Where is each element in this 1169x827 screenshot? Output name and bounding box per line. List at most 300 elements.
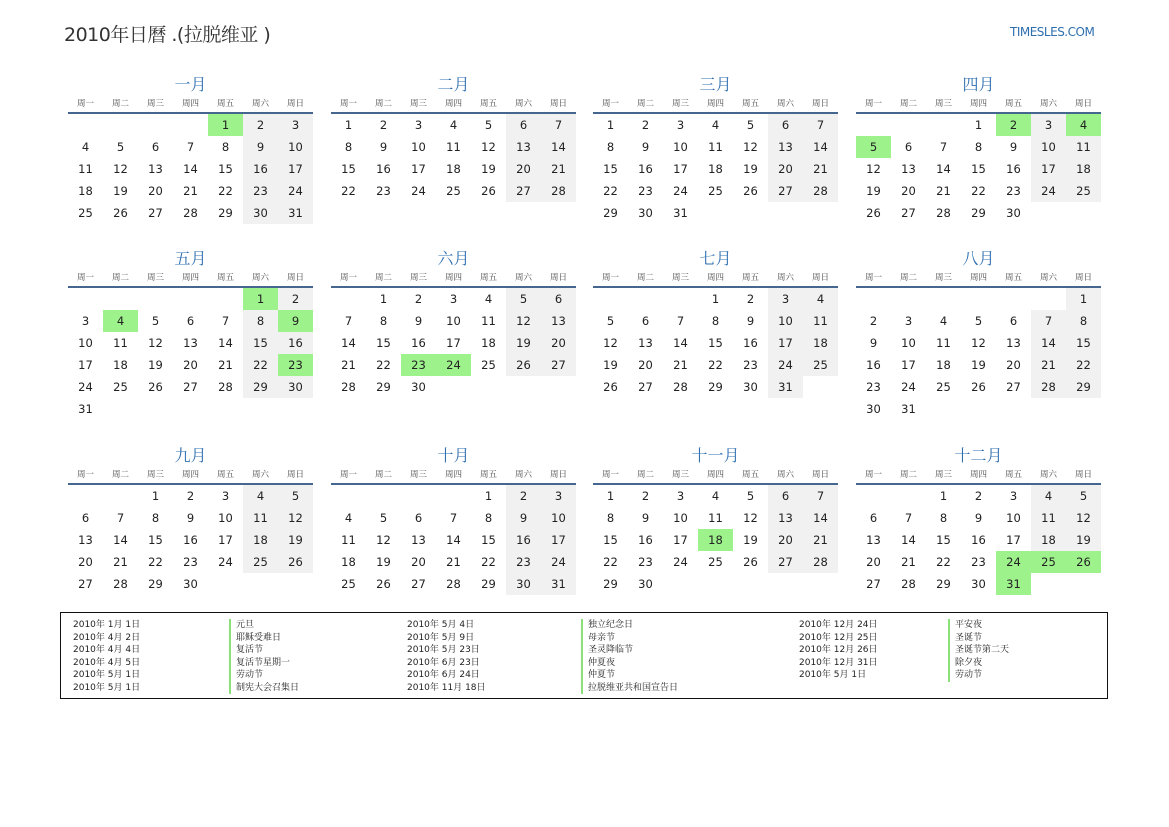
day-cell[interactable]: 20 [541,332,576,354]
day-cell[interactable]: 10 [673,140,688,154]
day-cell[interactable]: 18 [243,529,278,551]
day-cell[interactable]: 16 [971,533,986,547]
day-cell[interactable]: 17 [278,158,313,180]
day-cell[interactable]: 12 [866,162,881,176]
day-cell[interactable]: 15 [243,332,278,354]
day-cell[interactable]: 7 [541,114,576,136]
day-cell[interactable]: 8 [151,511,160,525]
day-cell[interactable]: 3 [676,489,685,503]
day-cell[interactable]: 24 [673,555,688,569]
day-cell[interactable]: 15 [376,336,391,350]
day-cell[interactable]: 12 [481,140,496,154]
day-cell[interactable]: 29 [148,577,163,591]
day-cell[interactable]: 28 [218,380,233,394]
day-cell[interactable]: 3 [676,118,685,132]
day-cell[interactable]: 30 [866,402,881,416]
day-cell[interactable]: 1 [939,489,948,503]
day-cell[interactable]: 14 [218,336,233,350]
day-cell[interactable]: 27 [183,380,198,394]
day-cell[interactable]: 13 [148,162,163,176]
day-cell[interactable]: 30 [743,380,758,394]
day-cell[interactable]: 19 [743,162,758,176]
day-cell[interactable]: 15 [971,162,986,176]
day-cell[interactable]: 4 [1066,114,1101,136]
day-cell[interactable]: 28 [1031,376,1066,398]
day-cell[interactable]: 19 [113,184,128,198]
day-cell[interactable]: 20 [411,555,426,569]
day-cell[interactable]: 11 [78,162,93,176]
day-cell[interactable]: 26 [743,184,758,198]
day-cell[interactable]: 23 [971,555,986,569]
day-cell[interactable]: 28 [113,577,128,591]
day-cell[interactable]: 20 [506,158,541,180]
day-cell[interactable]: 4 [711,489,720,503]
day-cell[interactable]: 11 [113,336,128,350]
day-cell[interactable]: 13 [768,136,803,158]
day-cell[interactable]: 17 [673,533,688,547]
day-cell[interactable]: 20 [638,358,653,372]
day-cell[interactable]: 4 [243,485,278,507]
day-cell[interactable]: 28 [541,180,576,202]
day-cell[interactable]: 4 [344,511,353,525]
day-cell[interactable]: 3 [904,314,913,328]
day-cell[interactable]: 7 [1031,310,1066,332]
day-cell[interactable]: 26 [603,380,618,394]
day-cell[interactable]: 15 [603,162,618,176]
day-cell[interactable]: 19 [506,332,541,354]
day-cell[interactable]: 29 [218,206,233,220]
day-cell[interactable]: 28 [901,577,916,591]
day-cell[interactable]: 31 [78,402,93,416]
day-cell[interactable]: 27 [866,577,881,591]
day-cell[interactable]: 26 [866,206,881,220]
day-cell[interactable]: 5 [746,118,755,132]
day-cell[interactable]: 3 [1009,489,1018,503]
day-cell[interactable]: 21 [218,358,233,372]
day-cell[interactable]: 13 [866,533,881,547]
day-cell[interactable]: 24 [411,184,426,198]
day-cell[interactable]: 8 [711,314,720,328]
day-cell[interactable]: 17 [446,336,461,350]
day-cell[interactable]: 24 [278,180,313,202]
day-cell[interactable]: 31 [278,202,313,224]
day-cell[interactable]: 14 [113,533,128,547]
day-cell[interactable]: 4 [103,310,138,332]
day-cell[interactable]: 12 [113,162,128,176]
day-cell[interactable]: 8 [974,140,983,154]
day-cell[interactable]: 6 [1009,314,1018,328]
day-cell[interactable]: 20 [78,555,93,569]
day-cell[interactable]: 28 [341,380,356,394]
day-cell[interactable]: 25 [243,551,278,573]
day-cell[interactable]: 24 [768,354,803,376]
day-cell[interactable]: 24 [901,380,916,394]
day-cell[interactable]: 1 [379,292,388,306]
day-cell[interactable]: 12 [1066,507,1101,529]
day-cell[interactable]: 23 [506,551,541,573]
day-cell[interactable]: 27 [1006,380,1021,394]
day-cell[interactable]: 24 [1031,180,1066,202]
day-cell[interactable]: 11 [243,507,278,529]
day-cell[interactable]: 16 [1006,162,1021,176]
day-cell[interactable]: 27 [148,206,163,220]
day-cell[interactable]: 23 [638,184,653,198]
day-cell[interactable]: 9 [506,507,541,529]
day-cell[interactable]: 25 [1031,551,1066,573]
day-cell[interactable]: 30 [1006,206,1021,220]
day-cell[interactable]: 23 [183,555,198,569]
day-cell[interactable]: 1 [974,118,983,132]
day-cell[interactable]: 7 [344,314,353,328]
day-cell[interactable]: 5 [606,314,615,328]
day-cell[interactable]: 11 [708,511,723,525]
day-cell[interactable]: 1 [711,292,720,306]
day-cell[interactable]: 17 [673,162,688,176]
day-cell[interactable]: 22 [341,184,356,198]
day-cell[interactable]: 15 [708,336,723,350]
day-cell[interactable]: 26 [148,380,163,394]
day-cell[interactable]: 31 [996,573,1031,595]
day-cell[interactable]: 4 [449,118,458,132]
day-cell[interactable]: 19 [481,162,496,176]
day-cell[interactable]: 3 [449,292,458,306]
day-cell[interactable]: 7 [116,511,125,525]
day-cell[interactable]: 21 [803,158,838,180]
day-cell[interactable]: 3 [414,118,423,132]
day-cell[interactable]: 4 [81,140,90,154]
day-cell[interactable]: 12 [506,310,541,332]
day-cell[interactable]: 2 [974,489,983,503]
day-cell[interactable]: 3 [221,489,230,503]
day-cell[interactable]: 30 [411,380,426,394]
day-cell[interactable]: 10 [411,140,426,154]
day-cell[interactable]: 14 [901,533,916,547]
day-cell[interactable]: 24 [218,555,233,569]
day-cell[interactable]: 15 [341,162,356,176]
day-cell[interactable]: 22 [971,184,986,198]
day-cell[interactable]: 28 [673,380,688,394]
day-cell[interactable]: 8 [221,140,230,154]
day-cell[interactable]: 15 [481,533,496,547]
day-cell[interactable]: 8 [606,511,615,525]
day-cell[interactable]: 30 [278,376,313,398]
day-cell[interactable]: 16 [638,533,653,547]
day-cell[interactable]: 21 [673,358,688,372]
day-cell[interactable]: 8 [344,140,353,154]
day-cell[interactable]: 23 [278,354,313,376]
day-cell[interactable]: 30 [506,573,541,595]
day-cell[interactable]: 8 [606,140,615,154]
day-cell[interactable]: 15 [148,533,163,547]
day-cell[interactable]: 21 [446,555,461,569]
day-cell[interactable]: 5 [484,118,493,132]
day-cell[interactable]: 31 [673,206,688,220]
day-cell[interactable]: 28 [446,577,461,591]
day-cell[interactable]: 26 [113,206,128,220]
day-cell[interactable]: 5 [278,485,313,507]
day-cell[interactable]: 22 [148,555,163,569]
day-cell[interactable]: 2 [243,114,278,136]
day-cell[interactable]: 3 [541,485,576,507]
day-cell[interactable]: 8 [484,511,493,525]
day-cell[interactable]: 19 [278,529,313,551]
day-cell[interactable]: 8 [1066,310,1101,332]
day-cell[interactable]: 26 [1066,551,1101,573]
day-cell[interactable]: 14 [803,507,838,529]
day-cell[interactable]: 31 [768,376,803,398]
day-cell[interactable]: 14 [803,136,838,158]
day-cell[interactable]: 28 [183,206,198,220]
day-cell[interactable]: 6 [186,314,195,328]
day-cell[interactable]: 13 [1006,336,1021,350]
day-cell[interactable]: 28 [803,180,838,202]
day-cell[interactable]: 11 [708,140,723,154]
day-cell[interactable]: 5 [116,140,125,154]
day-cell[interactable]: 26 [481,184,496,198]
day-cell[interactable]: 9 [746,314,755,328]
day-cell[interactable]: 20 [768,529,803,551]
day-cell[interactable]: 25 [481,358,496,372]
day-cell[interactable]: 25 [78,206,93,220]
day-cell[interactable]: 6 [541,288,576,310]
day-cell[interactable]: 10 [446,314,461,328]
day-cell[interactable]: 28 [803,551,838,573]
day-cell[interactable]: 11 [446,140,461,154]
day-cell[interactable]: 5 [746,489,755,503]
day-cell[interactable]: 18 [341,555,356,569]
day-cell[interactable]: 15 [936,533,951,547]
day-cell[interactable]: 1 [151,489,160,503]
day-cell[interactable]: 11 [803,310,838,332]
day-cell[interactable]: 19 [376,555,391,569]
day-cell[interactable]: 2 [996,114,1031,136]
day-cell[interactable]: 26 [506,354,541,376]
day-cell[interactable]: 2 [869,314,878,328]
day-cell[interactable]: 22 [481,555,496,569]
day-cell[interactable]: 18 [481,336,496,350]
day-cell[interactable]: 13 [541,310,576,332]
day-cell[interactable]: 8 [243,310,278,332]
day-cell[interactable]: 23 [743,358,758,372]
day-cell[interactable]: 2 [414,292,423,306]
day-cell[interactable]: 21 [341,358,356,372]
day-cell[interactable]: 20 [183,358,198,372]
day-cell[interactable]: 22 [1066,354,1101,376]
day-cell[interactable]: 6 [641,314,650,328]
day-cell[interactable]: 5 [974,314,983,328]
day-cell[interactable]: 3 [81,314,90,328]
day-cell[interactable]: 9 [641,511,650,525]
day-cell[interactable]: 4 [803,288,838,310]
day-cell[interactable]: 23 [376,184,391,198]
day-cell[interactable]: 14 [1031,332,1066,354]
day-cell[interactable]: 6 [768,114,803,136]
day-cell[interactable]: 23 [638,555,653,569]
day-cell[interactable]: 13 [638,336,653,350]
day-cell[interactable]: 27 [638,380,653,394]
day-cell[interactable]: 25 [936,380,951,394]
day-cell[interactable]: 4 [711,118,720,132]
day-cell[interactable]: 1 [208,114,243,136]
day-cell[interactable]: 25 [113,380,128,394]
day-cell[interactable]: 25 [708,555,723,569]
day-cell[interactable]: 27 [506,180,541,202]
day-cell[interactable]: 6 [768,485,803,507]
day-cell[interactable]: 4 [1031,485,1066,507]
day-cell[interactable]: 23 [401,354,436,376]
day-cell[interactable]: 10 [768,310,803,332]
day-cell[interactable]: 23 [243,180,278,202]
day-cell[interactable]: 10 [78,336,93,350]
day-cell[interactable]: 21 [901,555,916,569]
day-cell[interactable]: 21 [183,184,198,198]
day-cell[interactable]: 6 [81,511,90,525]
day-cell[interactable]: 3 [768,288,803,310]
day-cell[interactable]: 22 [708,358,723,372]
day-cell[interactable]: 17 [1031,158,1066,180]
day-cell[interactable]: 30 [971,577,986,591]
day-cell[interactable]: 10 [218,511,233,525]
day-cell[interactable]: 9 [379,140,388,154]
day-cell[interactable]: 16 [638,162,653,176]
day-cell[interactable]: 24 [996,551,1031,573]
day-cell[interactable]: 29 [376,380,391,394]
day-cell[interactable]: 2 [641,489,650,503]
day-cell[interactable]: 11 [481,314,496,328]
day-cell[interactable]: 6 [506,114,541,136]
day-cell[interactable]: 9 [243,136,278,158]
day-cell[interactable]: 30 [638,577,653,591]
day-cell[interactable]: 25 [1066,180,1101,202]
day-cell[interactable]: 30 [638,206,653,220]
day-cell[interactable]: 27 [541,354,576,376]
day-cell[interactable]: 24 [541,551,576,573]
day-cell[interactable]: 25 [803,354,838,376]
day-cell[interactable]: 10 [278,136,313,158]
day-cell[interactable]: 16 [743,336,758,350]
day-cell[interactable]: 22 [376,358,391,372]
day-cell[interactable]: 29 [603,206,618,220]
day-cell[interactable]: 4 [484,292,493,306]
day-cell[interactable]: 18 [936,358,951,372]
day-cell[interactable]: 12 [603,336,618,350]
day-cell[interactable]: 14 [446,533,461,547]
day-cell[interactable]: 21 [113,555,128,569]
day-cell[interactable]: 16 [243,158,278,180]
day-cell[interactable]: 6 [151,140,160,154]
day-cell[interactable]: 21 [936,184,951,198]
day-cell[interactable]: 11 [936,336,951,350]
day-cell[interactable]: 26 [278,551,313,573]
day-cell[interactable]: 3 [1031,114,1066,136]
day-cell[interactable]: 17 [768,332,803,354]
day-cell[interactable]: 29 [936,577,951,591]
day-cell[interactable]: 20 [901,184,916,198]
day-cell[interactable]: 24 [78,380,93,394]
day-cell[interactable]: 12 [376,533,391,547]
day-cell[interactable]: 26 [971,380,986,394]
day-cell[interactable]: 5 [151,314,160,328]
day-cell[interactable]: 22 [218,184,233,198]
day-cell[interactable]: 27 [768,551,803,573]
day-cell[interactable]: 18 [113,358,128,372]
day-cell[interactable]: 27 [768,180,803,202]
day-cell[interactable]: 17 [78,358,93,372]
day-cell[interactable]: 1 [484,489,493,503]
day-cell[interactable]: 29 [481,577,496,591]
day-cell[interactable]: 1 [243,288,278,310]
day-cell[interactable]: 10 [541,507,576,529]
day-cell[interactable]: 9 [414,314,423,328]
day-cell[interactable]: 2 [278,288,313,310]
day-cell[interactable]: 7 [904,511,913,525]
day-cell[interactable]: 18 [1066,158,1101,180]
day-cell[interactable]: 21 [541,158,576,180]
day-cell[interactable]: 17 [218,533,233,547]
day-cell[interactable]: 27 [901,206,916,220]
day-cell[interactable]: 15 [218,162,233,176]
day-cell[interactable]: 2 [641,118,650,132]
day-cell[interactable]: 26 [743,555,758,569]
day-cell[interactable]: 26 [376,577,391,591]
day-cell[interactable]: 13 [183,336,198,350]
day-cell[interactable]: 20 [148,184,163,198]
day-cell[interactable]: 19 [866,184,881,198]
day-cell[interactable]: 12 [278,507,313,529]
day-cell[interactable]: 14 [673,336,688,350]
day-cell[interactable]: 11 [341,533,356,547]
day-cell[interactable]: 1 [344,118,353,132]
day-cell[interactable]: 20 [1006,358,1021,372]
day-cell[interactable]: 2 [186,489,195,503]
day-cell[interactable]: 14 [541,136,576,158]
day-cell[interactable]: 14 [936,162,951,176]
day-cell[interactable]: 27 [78,577,93,591]
day-cell[interactable]: 16 [183,533,198,547]
day-cell[interactable]: 24 [673,184,688,198]
day-cell[interactable]: 13 [506,136,541,158]
day-cell[interactable]: 27 [411,577,426,591]
day-cell[interactable]: 22 [603,555,618,569]
day-cell[interactable]: 7 [449,511,458,525]
day-cell[interactable]: 10 [673,511,688,525]
day-cell[interactable]: 7 [221,314,230,328]
day-cell[interactable]: 20 [866,555,881,569]
day-cell[interactable]: 9 [641,140,650,154]
day-cell[interactable]: 8 [379,314,388,328]
day-cell[interactable]: 14 [341,336,356,350]
day-cell[interactable]: 11 [1066,136,1101,158]
day-cell[interactable]: 10 [901,336,916,350]
day-cell[interactable]: 16 [376,162,391,176]
day-cell[interactable]: 5 [506,288,541,310]
day-cell[interactable]: 25 [446,184,461,198]
day-cell[interactable]: 23 [1006,184,1021,198]
day-cell[interactable]: 8 [939,511,948,525]
day-cell[interactable]: 15 [1066,332,1101,354]
day-cell[interactable]: 18 [708,162,723,176]
day-cell[interactable]: 20 [768,158,803,180]
day-cell[interactable]: 19 [603,358,618,372]
day-cell[interactable]: 6 [869,511,878,525]
day-cell[interactable]: 30 [243,202,278,224]
day-cell[interactable]: 28 [936,206,951,220]
day-cell[interactable]: 31 [901,402,916,416]
day-cell[interactable]: 10 [1006,511,1021,525]
day-cell[interactable]: 17 [411,162,426,176]
day-cell[interactable]: 17 [901,358,916,372]
day-cell[interactable]: 29 [243,376,278,398]
